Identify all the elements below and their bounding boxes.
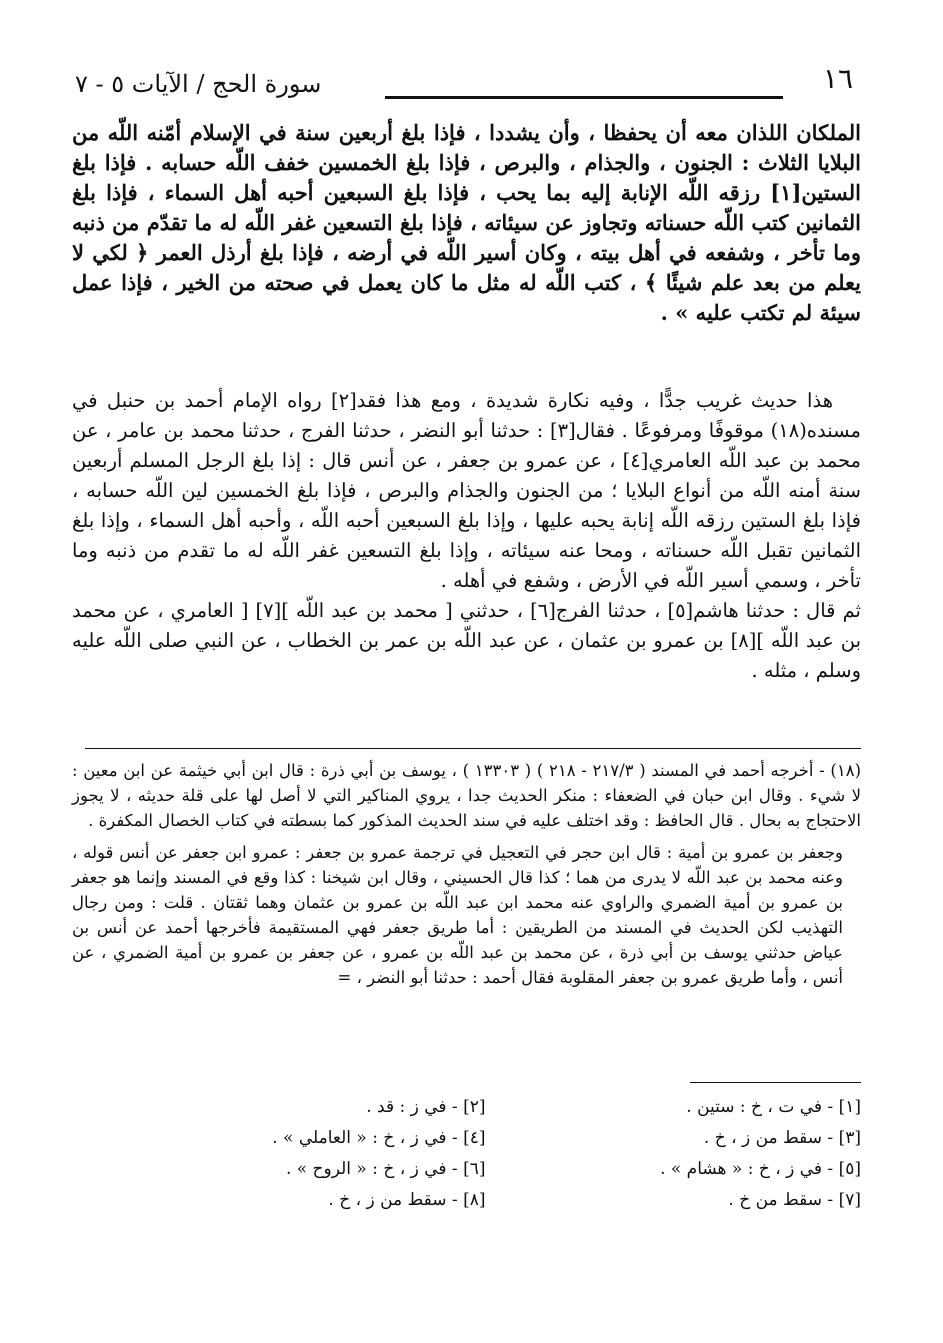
variant-note: [٢] - في ز : قد .: [366, 1097, 486, 1117]
variant-note: [٦] - في ز ، خ : « الروح » .: [285, 1159, 486, 1179]
variant-note: [٧] - سقط من خ .: [728, 1190, 861, 1210]
footnotes: [72, 758, 861, 997]
variant-notes-divider: [690, 1082, 861, 1083]
footnote-paragraph: (١٨) - أخرجه أحمد في المسند ( ٢١٧/٣ - ٢١٨ ) ( ١٣٣٠٣ ) ، يوسف بن أبي ذرة : قال ابن أبي خيثمة عن ابن معين : لا شيء . وقال ابن حبان في الضعفاء : منكر الحديث جدا ، يروي المناكير التي لا أصل لها على قلة حديثه ، لا يجوز الاحتجاج به بحال . قال الحافظ : وقد اختلف عليه في سند الحديث المذكور كما بسطته في كتاب الخصال المكفرة .: [72, 761, 861, 830]
variant-note: [١] - في ت ، خ : ستين .: [686, 1097, 861, 1117]
commentary-paragraph: ثم قال : حدثنا هاشم[٥] ، حدثنا الفرج[٦] ، حدثني [ محمد بن عبد اللّه ][٧] [ العامري ، عن محمد بن عبد اللّه ][٨] بن عمرو بن عثمان ، عن عبد اللّه بن عمر بن الخطاب ، عن النبي صلى اللّه عليه وسلم ، مثله .: [72, 599, 862, 682]
header-rule: [385, 96, 783, 99]
variant-note: [٣] - سقط من ز ، خ .: [703, 1128, 861, 1148]
hadith-quote: الملكان اللذان معه أن يحفظا ، وأن يشددا ، فإذا بلغ أربعين سنة في الإسلام أمّنه اللّه من البلايا الثلاث : الجنون ، والجذام ، والبرص ، فإذا بلغ الخمسين خفف اللّه حسابه . فإذا بلغ الستين[١] رزقه اللّه الإنابة إليه بما يحب ، فإذا بلغ السبعين أحبه أهل السماء ، فإذا بلغ الثمانين كتب اللّه حسناته وتجاوز عن سيئاته ، فإذا بلغ التسعين غفر اللّه له ما تقدّم من ذنبه وما تأخر ، وشفعه في أهل بيته ، وكان أسير اللّه في أرضه ، فإذا بلغ أرذل العمر ﴿ لكي لا يعلم من بعد علم شيئًا ﴾ ، كتب اللّه له مثل ما كان يعمل في صحته من الخير ، فإذا عمل سيئة لم تكتب عليه » .: [72, 120, 862, 325]
commentary-paragraph: هذا حديث غريب جدًّا ، وفيه نكارة شديدة ، ومع هذا فقد[٢] رواه الإمام أحمد بن حنبل في مسنده(١٨) موقوفًا ومرفوعًا . فقال[٣] : حدثنا أبو النضر ، حدثنا الفرج ، حدثنا محمد بن عامر ، عن محمد بن عبد اللّه العامري[٤] ، عن عمرو بن جعفر ، عن أنس قال : إذا بلغ الرجل المسلم أربعين سنة أمنه اللّه من أنواع البلايا ؛ من الجنون والجذام والبرص ، فإذا بلغ الخمسين لين اللّه حسابه ، فإذا بلغ الستين رزقه اللّه إنابة يحبه عليها ، وإذا بلغ السبعين أحبه اللّه ، وأحبه أهل السماء ، وإذا بلغ الثمانين تقبل اللّه حسناته ، ومحا عنه سيئاته ، وإذا بلغ التسعين غفر اللّه له ما تقدم من ذنبه وما تأخر ، وسمي أسير اللّه في الأرض ، وشفع في أهله .: [72, 389, 862, 592]
variant-note: [٥] - في ز ، خ : « هشام » .: [660, 1159, 861, 1179]
footnote-divider: [85, 748, 861, 749]
variant-note: [٤] - في ز ، خ : « العاملي » .: [272, 1128, 486, 1148]
running-title: سورة الحج / الآيات ٥ - ٧: [75, 70, 322, 98]
page-number: ١٦: [822, 62, 853, 95]
variant-note: [٨] - سقط من ز ، خ .: [328, 1190, 486, 1210]
commentary-body: [72, 386, 861, 686]
footnote-paragraph: وجعفر بن عمرو بن أمية : قال ابن حجر في التعجيل في ترجمة عمرو بن جعفر : عمرو ابن جعفر عن أنس قوله ، وعنه محمد بن عبد اللّه لا يدرى من هما ؛ كذا قال الحسيني ، وقال ابن شيخنا : كذا وقع في المسند وإنما هو جعفر بن عمرو بن أمية الضمري والراوي عنه محمد ابن عبد اللّه بن عمرو بن عثمان وهما ثقتان . قلت : ومن رجال التهذيب لكن الحديث في المسند من الطريقين : أما طريق جعفر فهي المستقيمة فأخرجها أحمد عن أنس بن عياض حدثني يوسف بن أبي ذرة ، عن محمد بن عبد اللّه بن عمرو ، عن جعفر بن عمرو بن أمية الضمري ، عن أنس ، وأما طريق عمرو بن جعفر المقلوبة فقال أحمد : حدثنا أبو النضر ، =: [72, 843, 843, 987]
variant-notes: [150, 1092, 861, 1216]
page-header: [75, 62, 853, 102]
